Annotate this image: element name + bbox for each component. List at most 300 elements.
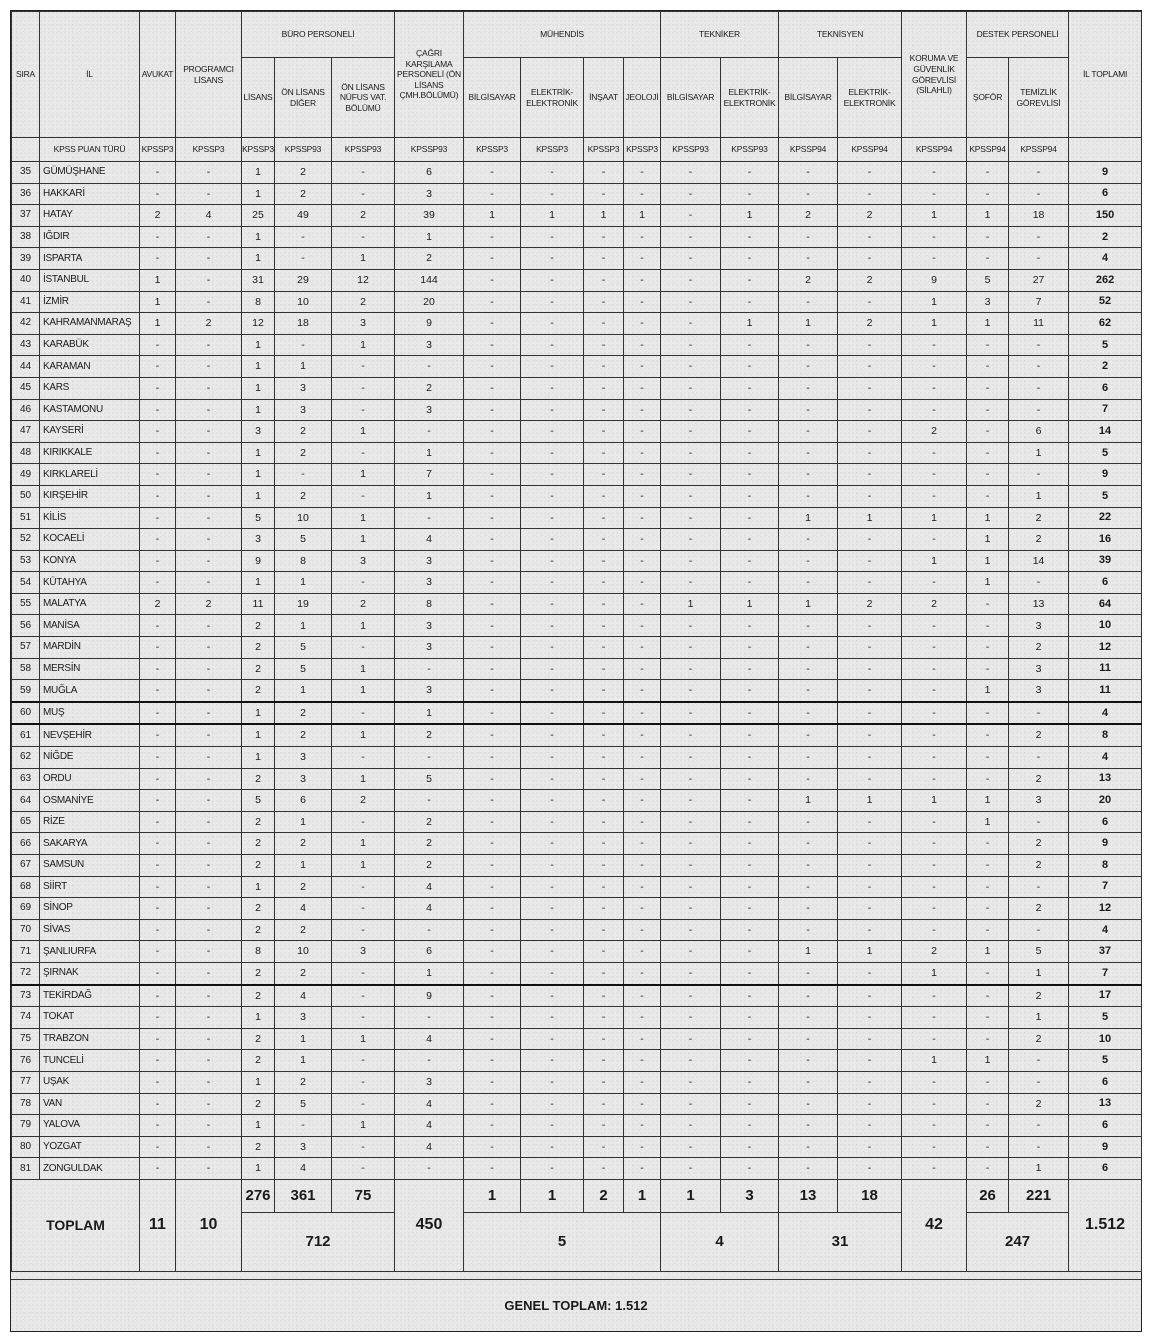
cell-value: - xyxy=(967,985,1009,1007)
cell-value: - xyxy=(624,291,661,313)
cell-value: - xyxy=(275,334,332,356)
cell-value: - xyxy=(140,399,176,421)
cell-value: - xyxy=(661,1007,721,1029)
cell-value: 1 xyxy=(242,724,275,746)
row-number: 69 xyxy=(12,898,40,920)
cell-value: - xyxy=(902,768,967,790)
cell-value: 8 xyxy=(242,941,275,963)
cell-value: 1 xyxy=(242,747,275,769)
cell-value: - xyxy=(140,334,176,356)
cell-value: - xyxy=(838,442,902,464)
cell-value: - xyxy=(176,768,242,790)
cell-value: - xyxy=(721,898,779,920)
cell-value: 4 xyxy=(395,876,464,898)
cell-value: - xyxy=(332,442,395,464)
cell-value: - xyxy=(275,464,332,486)
cell-value: 2 xyxy=(275,702,332,725)
cell-value: - xyxy=(176,615,242,637)
cell-value: 3 xyxy=(275,1136,332,1158)
cell-value: - xyxy=(624,572,661,594)
row-number: 75 xyxy=(12,1028,40,1050)
cell-value: 2 xyxy=(140,593,176,615)
cell-value: 1 xyxy=(242,1071,275,1093)
cell-value: - xyxy=(464,550,521,572)
cell-value: 3 xyxy=(242,421,275,443)
cell-value: - xyxy=(967,962,1009,984)
cell-value: - xyxy=(521,1093,584,1115)
cell-value: - xyxy=(661,833,721,855)
puan-turu: KPSSP93 xyxy=(661,138,721,162)
cell-value: - xyxy=(902,1093,967,1115)
cell-value: - xyxy=(838,876,902,898)
total-destek-temizlik: 221 xyxy=(1009,1179,1069,1212)
cell-value: - xyxy=(779,680,838,702)
cell-value: - xyxy=(176,377,242,399)
cell-value: - xyxy=(721,269,779,291)
cell-value: - xyxy=(838,1028,902,1050)
row-total: 5 xyxy=(1069,442,1142,464)
cell-value: 1 xyxy=(395,962,464,984)
cell-value: - xyxy=(464,855,521,877)
cell-value: - xyxy=(967,1158,1009,1180)
row-number: 57 xyxy=(12,637,40,659)
row-number: 37 xyxy=(12,205,40,227)
cell-value: - xyxy=(521,724,584,746)
cell-value: - xyxy=(584,876,624,898)
cell-value: - xyxy=(721,183,779,205)
row-total: 9 xyxy=(1069,162,1142,184)
cell-value: 2 xyxy=(275,442,332,464)
cell-value: - xyxy=(624,724,661,746)
row-total: 14 xyxy=(1069,421,1142,443)
total-muh-jeoloji: 1 xyxy=(624,1179,661,1212)
cell-value: - xyxy=(464,898,521,920)
cell-value: - xyxy=(967,399,1009,421)
cell-value: 2 xyxy=(242,1050,275,1072)
cell-value: - xyxy=(584,421,624,443)
province-name: TRABZON xyxy=(40,1028,140,1050)
cell-value: 1 xyxy=(332,768,395,790)
cell-value: - xyxy=(521,747,584,769)
cell-value: - xyxy=(902,1007,967,1029)
row-total: 11 xyxy=(1069,680,1142,702)
table-row xyxy=(12,919,1142,941)
cell-value: - xyxy=(584,790,624,812)
province-name: MARDİN xyxy=(40,637,140,659)
cell-value: - xyxy=(967,334,1009,356)
cell-value: - xyxy=(624,377,661,399)
totals-section xyxy=(12,1179,1142,1271)
cell-value: 27 xyxy=(1009,269,1069,291)
table-row xyxy=(12,898,1142,920)
cell-value: 3 xyxy=(1009,615,1069,637)
row-total: 17 xyxy=(1069,985,1142,1007)
cell-value: - xyxy=(967,248,1009,270)
cell-value: 2 xyxy=(242,768,275,790)
cell-value: - xyxy=(521,962,584,984)
cell-value: - xyxy=(624,464,661,486)
cell-value: - xyxy=(838,356,902,378)
cell-value: - xyxy=(902,724,967,746)
cell-value: - xyxy=(464,248,521,270)
province-name: UŞAK xyxy=(40,1071,140,1093)
header-programci: PROGRAMCI LİSANS xyxy=(176,12,242,138)
total-tekn-bilgisayar: 13 xyxy=(779,1179,838,1212)
cell-value: - xyxy=(584,377,624,399)
header-destek: DESTEK PERSONELİ xyxy=(967,12,1069,58)
cell-value: 3 xyxy=(275,768,332,790)
province-name: MERSİN xyxy=(40,658,140,680)
cell-value: - xyxy=(176,702,242,725)
cell-value: - xyxy=(1009,464,1069,486)
cell-value: - xyxy=(140,248,176,270)
row-number: 59 xyxy=(12,680,40,702)
province-name: SAKARYA xyxy=(40,833,140,855)
cell-value: 2 xyxy=(332,593,395,615)
cell-value: 2 xyxy=(779,205,838,227)
cell-value: - xyxy=(176,291,242,313)
province-name: HATAY xyxy=(40,205,140,227)
province-name: NEVŞEHİR xyxy=(40,724,140,746)
cell-value: 2 xyxy=(242,1028,275,1050)
cell-value: 2 xyxy=(176,593,242,615)
cell-value: - xyxy=(521,572,584,594)
cell-value: 1 xyxy=(1009,1007,1069,1029)
cell-value: - xyxy=(521,464,584,486)
total-tekn-sum: 31 xyxy=(779,1212,902,1271)
cell-value: 1 xyxy=(275,680,332,702)
cell-value: - xyxy=(661,1071,721,1093)
header-cagri: ÇAĞRI KARŞILAMA PERSONELİ (ÖN LİSANS ÇMH.BÖLÜMÜ) xyxy=(395,12,464,138)
province-name: KARABÜK xyxy=(40,334,140,356)
cell-value: 1 xyxy=(902,205,967,227)
cell-value: - xyxy=(902,680,967,702)
cell-value: 5 xyxy=(242,507,275,529)
cell-value: - xyxy=(176,399,242,421)
cell-value: 1 xyxy=(967,507,1009,529)
cell-value: 2 xyxy=(275,1071,332,1093)
cell-value: - xyxy=(967,855,1009,877)
cell-value: 1 xyxy=(1009,1158,1069,1180)
cell-value: - xyxy=(661,162,721,184)
puan-turu: KPSSP3 xyxy=(140,138,176,162)
cell-value: - xyxy=(661,485,721,507)
cell-value: - xyxy=(661,962,721,984)
cell-value: - xyxy=(661,680,721,702)
cell-value: 2 xyxy=(242,811,275,833)
puan-turu: KPSSP94 xyxy=(1009,138,1069,162)
cell-value: - xyxy=(661,919,721,941)
cell-value: - xyxy=(779,550,838,572)
cell-value: 4 xyxy=(176,205,242,227)
row-number: 43 xyxy=(12,334,40,356)
cell-value: - xyxy=(624,313,661,335)
cell-value: 1 xyxy=(967,205,1009,227)
cell-value: 11 xyxy=(242,593,275,615)
cell-value: - xyxy=(661,724,721,746)
cell-value: - xyxy=(838,291,902,313)
cell-value: - xyxy=(967,724,1009,746)
cell-value: 144 xyxy=(395,269,464,291)
cell-value: 1 xyxy=(902,291,967,313)
cell-value: - xyxy=(584,162,624,184)
cell-value: 2 xyxy=(395,248,464,270)
cell-value: 1 xyxy=(140,291,176,313)
cell-value: - xyxy=(779,291,838,313)
cell-value: - xyxy=(140,1050,176,1072)
cell-value: - xyxy=(332,637,395,659)
row-total: 5 xyxy=(1069,1050,1142,1072)
cell-value: - xyxy=(902,747,967,769)
province-name: KAHRAMANMARAŞ xyxy=(40,313,140,335)
row-number: 51 xyxy=(12,507,40,529)
row-number: 66 xyxy=(12,833,40,855)
cell-value: 25 xyxy=(242,205,275,227)
cell-value: - xyxy=(395,356,464,378)
cell-value: - xyxy=(838,637,902,659)
cell-value: - xyxy=(584,291,624,313)
province-name: KÜTAHYA xyxy=(40,572,140,594)
cell-value: - xyxy=(176,855,242,877)
province-name: ŞIRNAK xyxy=(40,962,140,984)
cell-value: - xyxy=(332,702,395,725)
cell-value: 9 xyxy=(395,985,464,1007)
cell-value: - xyxy=(779,811,838,833)
row-total: 7 xyxy=(1069,962,1142,984)
cell-value: 2 xyxy=(1009,898,1069,920)
table-row xyxy=(12,593,1142,615)
cell-value: - xyxy=(661,768,721,790)
cell-value: - xyxy=(584,962,624,984)
cell-value: - xyxy=(838,855,902,877)
cell-value: - xyxy=(967,442,1009,464)
cell-value: - xyxy=(140,658,176,680)
cell-value: - xyxy=(967,162,1009,184)
cell-value: - xyxy=(661,1093,721,1115)
cell-value: 19 xyxy=(275,593,332,615)
cell-value: - xyxy=(624,1093,661,1115)
cell-value: 2 xyxy=(140,205,176,227)
cell-value: - xyxy=(624,1136,661,1158)
cell-value: 5 xyxy=(275,529,332,551)
table-row xyxy=(12,855,1142,877)
cell-value: - xyxy=(1009,226,1069,248)
cell-value: - xyxy=(176,269,242,291)
puan-turu: KPSSP93 xyxy=(395,138,464,162)
cell-value: - xyxy=(395,1158,464,1180)
province-name: NİĞDE xyxy=(40,747,140,769)
row-number: 76 xyxy=(12,1050,40,1072)
cell-value: - xyxy=(902,485,967,507)
cell-value: - xyxy=(176,464,242,486)
cell-value: 1 xyxy=(779,313,838,335)
cell-value: - xyxy=(521,377,584,399)
cell-value: - xyxy=(332,226,395,248)
cell-value: - xyxy=(464,1136,521,1158)
cell-value: - xyxy=(967,1115,1009,1137)
row-number: 64 xyxy=(12,790,40,812)
table-header xyxy=(12,12,1142,162)
row-number: 62 xyxy=(12,747,40,769)
cell-value: - xyxy=(721,572,779,594)
cell-value: - xyxy=(779,356,838,378)
cell-value: - xyxy=(779,399,838,421)
cell-value: - xyxy=(395,919,464,941)
cell-value: - xyxy=(661,855,721,877)
cell-value: - xyxy=(624,702,661,725)
row-total: 22 xyxy=(1069,507,1142,529)
table-row xyxy=(12,985,1142,1007)
cell-value: - xyxy=(395,1050,464,1072)
row-number: 45 xyxy=(12,377,40,399)
header-tekn-elektrik: ELEKTRİK-ELEKTRONİK xyxy=(838,58,902,138)
cell-value: 1 xyxy=(779,790,838,812)
row-total: 13 xyxy=(1069,1093,1142,1115)
table-row xyxy=(12,724,1142,746)
cell-value: - xyxy=(521,248,584,270)
cell-value: - xyxy=(779,615,838,637)
cell-value: 3 xyxy=(275,747,332,769)
cell-value: - xyxy=(661,572,721,594)
province-name: RİZE xyxy=(40,811,140,833)
cell-value: 1 xyxy=(242,464,275,486)
cell-value: - xyxy=(779,1093,838,1115)
cell-value: - xyxy=(1009,356,1069,378)
cell-value: 3 xyxy=(395,680,464,702)
cell-value: 4 xyxy=(395,1093,464,1115)
cell-value: 1 xyxy=(275,1050,332,1072)
cell-value: - xyxy=(140,790,176,812)
total-buro-nufus: 75 xyxy=(332,1179,395,1212)
row-total: 9 xyxy=(1069,1136,1142,1158)
cell-value: - xyxy=(584,356,624,378)
cell-value: - xyxy=(140,162,176,184)
cell-value: - xyxy=(176,1158,242,1180)
cell-value: 4 xyxy=(395,1028,464,1050)
province-name: TOKAT xyxy=(40,1007,140,1029)
row-number: 53 xyxy=(12,550,40,572)
cell-value: - xyxy=(779,334,838,356)
cell-value: - xyxy=(967,593,1009,615)
row-total: 39 xyxy=(1069,550,1142,572)
total-buro-diger: 361 xyxy=(275,1179,332,1212)
cell-value: - xyxy=(584,1158,624,1180)
cell-value: - xyxy=(176,1050,242,1072)
cell-value: 1 xyxy=(661,593,721,615)
cell-value: - xyxy=(902,833,967,855)
header-destek-sofor: ŞOFÖR xyxy=(967,58,1009,138)
cell-value: 3 xyxy=(395,399,464,421)
table-row xyxy=(12,1136,1142,1158)
cell-value: 1 xyxy=(464,205,521,227)
cell-value: - xyxy=(902,702,967,725)
cell-value: - xyxy=(902,162,967,184)
header-buro-onlisans-nufus: ÖN LİSANS NÜFUS VAT. BÖLÜMÜ xyxy=(332,58,395,138)
cell-value: - xyxy=(838,1050,902,1072)
cell-value: 29 xyxy=(275,269,332,291)
cell-value: - xyxy=(779,876,838,898)
cell-value: - xyxy=(176,162,242,184)
cell-value: 1 xyxy=(779,593,838,615)
cell-value: - xyxy=(395,507,464,529)
cell-value: 1 xyxy=(275,356,332,378)
province-name: GÜMÜŞHANE xyxy=(40,162,140,184)
cell-value: 1 xyxy=(902,550,967,572)
cell-value: - xyxy=(521,593,584,615)
cell-value: - xyxy=(624,593,661,615)
row-total: 2 xyxy=(1069,226,1142,248)
cell-value: - xyxy=(721,248,779,270)
cell-value: 7 xyxy=(1009,291,1069,313)
cell-value: 18 xyxy=(1009,205,1069,227)
cell-value: 2 xyxy=(395,724,464,746)
cell-value: - xyxy=(721,442,779,464)
cell-value: - xyxy=(779,855,838,877)
row-total: 150 xyxy=(1069,205,1142,227)
row-number: 63 xyxy=(12,768,40,790)
cell-value: - xyxy=(584,919,624,941)
cell-value: - xyxy=(140,985,176,1007)
cell-value: - xyxy=(967,768,1009,790)
cell-value: - xyxy=(140,1158,176,1180)
cell-value: 5 xyxy=(275,637,332,659)
cell-value: - xyxy=(464,313,521,335)
cell-value: - xyxy=(661,790,721,812)
cell-value: - xyxy=(902,658,967,680)
cell-value: 4 xyxy=(275,1158,332,1180)
cell-value: - xyxy=(838,1136,902,1158)
row-number: 70 xyxy=(12,919,40,941)
cell-value: - xyxy=(521,919,584,941)
cell-value: - xyxy=(140,876,176,898)
cell-value: - xyxy=(838,919,902,941)
cell-value: - xyxy=(332,876,395,898)
document-sheet xyxy=(10,10,1142,1332)
cell-value: 9 xyxy=(902,269,967,291)
cell-value: - xyxy=(140,747,176,769)
cell-value: 2 xyxy=(332,205,395,227)
cell-value: 2 xyxy=(242,637,275,659)
total-tek-sum: 4 xyxy=(661,1212,779,1271)
cell-value: - xyxy=(584,941,624,963)
cell-value: 1 xyxy=(242,1158,275,1180)
cell-value: - xyxy=(721,962,779,984)
cell-value: 1 xyxy=(332,507,395,529)
total-tek-elektrik: 3 xyxy=(721,1179,779,1212)
cell-value: - xyxy=(967,1007,1009,1029)
cell-value: - xyxy=(838,377,902,399)
cell-value: - xyxy=(464,269,521,291)
cell-value: 2 xyxy=(275,876,332,898)
cell-value: - xyxy=(721,876,779,898)
puan-turu: KPSSP3 xyxy=(464,138,521,162)
cell-value: - xyxy=(140,442,176,464)
cell-value: - xyxy=(661,811,721,833)
cell-value: - xyxy=(464,399,521,421)
cell-value: - xyxy=(464,442,521,464)
cell-value: - xyxy=(721,919,779,941)
cell-value: 2 xyxy=(395,855,464,877)
row-number: 74 xyxy=(12,1007,40,1029)
table-row xyxy=(12,313,1142,335)
cell-value: - xyxy=(464,485,521,507)
cell-value: 3 xyxy=(395,615,464,637)
cell-value: - xyxy=(464,1071,521,1093)
cell-value: - xyxy=(140,1028,176,1050)
cell-value: - xyxy=(721,485,779,507)
cell-value: 3 xyxy=(242,529,275,551)
table-row xyxy=(12,1028,1142,1050)
